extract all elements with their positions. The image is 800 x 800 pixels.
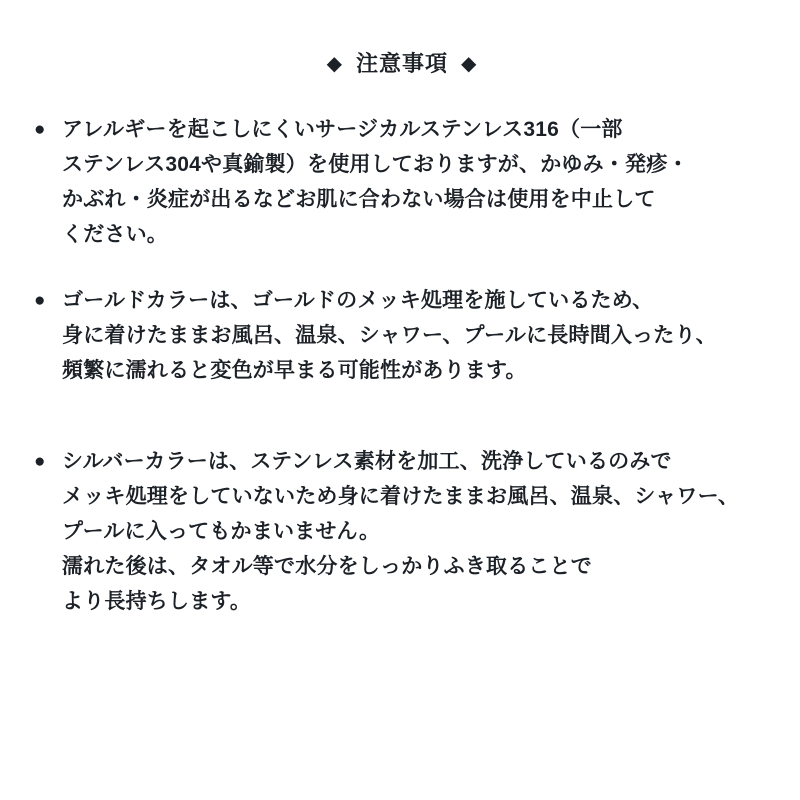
notice-line: 身に着けたままお風呂、温泉、シャワー、プールに長時間入ったり、 [62,324,717,347]
notice-line: 頻繁に濡れると変色が早まる可能性があります。 [62,359,527,382]
page-title-text: 注意事項 [355,51,448,76]
diamond-icon-right: ◆ [461,53,478,75]
notice-line: より長持ちします。 [62,590,252,613]
notice-line: シルバーカラーは、ステンレス素材を加工、洗浄しているのみで [62,450,672,473]
notice-text-block [62,112,770,252]
notice-text-block [62,444,770,619]
notice-line: 濡れた後は、タオル等で水分をしっかりふき取ることで [62,555,592,578]
diamond-icon-left: ◆ [326,53,343,75]
notice-line: かぶれ・炎症が出るなどお肌に合わない場合は使用を中止して [62,188,656,211]
notice-item-silver-color-care [34,444,770,619]
notice-line: ゴールドカラーは、ゴールドのメッキ処理を施しているため、 [62,289,654,312]
notice-line: ステンレス304や真鍮製）を使用しておりますが、かゆみ・発疹・ [62,153,689,176]
notice-text-block [62,283,770,388]
bullet-icon: ● [34,451,46,472]
notice-item-allergy-material [34,112,770,252]
bullet-icon: ● [34,290,46,311]
notice-line: ください。 [62,223,168,246]
notice-line: プールに入ってもかまいません。 [62,520,381,543]
page-title [34,50,770,79]
notice-item-gold-color-care [34,283,770,388]
bullet-icon: ● [34,119,46,140]
notice-line: アレルギーを起こしにくいサージカルステンレス316（一部 [62,118,623,141]
notice-line: メッキ処理をしていないため身に着けたままお風呂、温泉、シャワー、 [62,485,740,508]
notice-list [34,112,770,619]
